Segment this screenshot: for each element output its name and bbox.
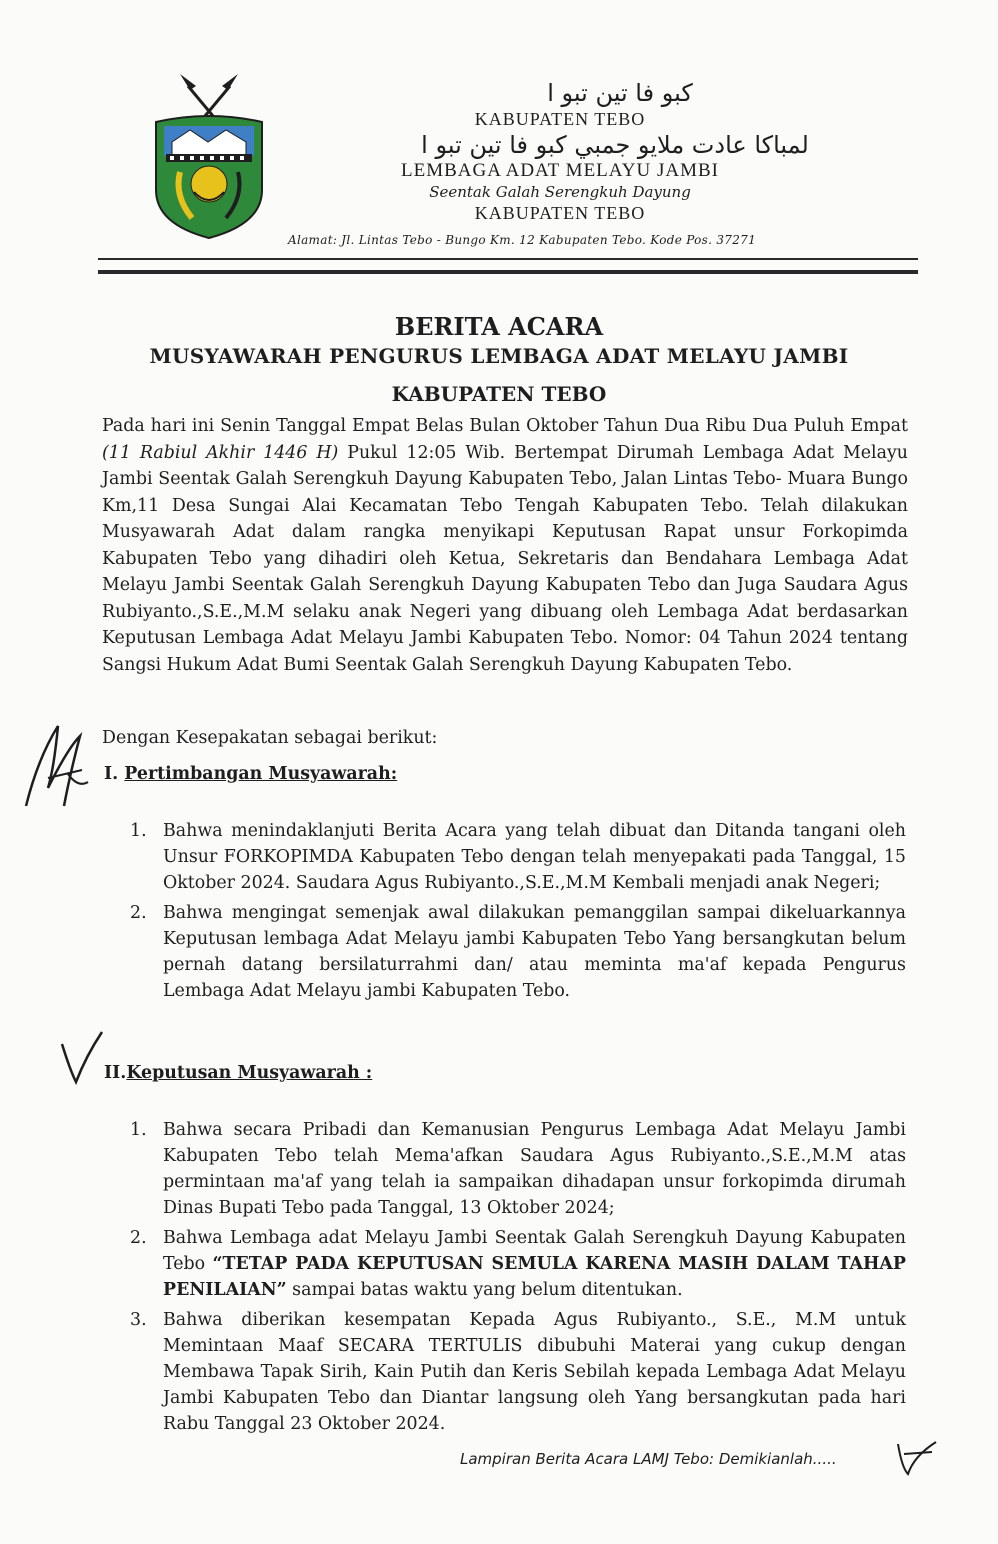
list-item-number: 1.: [130, 821, 147, 841]
handwritten-initial-icon: [18, 718, 98, 813]
arabic-institution-name: لمباكا عادت ملايو جمبي كبو فا تين تبو ا: [421, 131, 809, 159]
section-2-title: Keputusan Musyawarah :: [126, 1063, 373, 1083]
list-item-text-b: sampai batas waktu yang belum ditentukan.: [286, 1280, 683, 1300]
section-2-number: II.: [104, 1063, 127, 1083]
hijri-date: (11 Rabiul Akhir 1446 H): [102, 442, 339, 463]
list-item: [130, 900, 906, 1004]
opening-paragraph: [102, 413, 908, 678]
opening-text-part1: Pada hari ini Senin Tanggal Empat Belas Bulan Oktober Tahun Dua Ribu Dua Puluh Empat: [102, 416, 908, 436]
list-item-text-a: Bahwa Lembaga adat Melayu Jambi Seentak Galah Serengkuh Dayung Kabupaten Tebo: [163, 1228, 906, 1274]
list-item-text: Bahwa menindaklanjuti Berita Acara yang telah dibuat dan Ditanda tangani oleh Unsur FORKOPIMDA Kabupaten Tebo dengan telah menyepakati pada Tanggal, 15 Oktober 2024. Saudara Agus Rubiyanto.,S.E.,M.M Kembali menjadi anak Negeri;: [163, 821, 906, 893]
section-1-title: Pertimbangan Musyawarah:: [124, 764, 398, 784]
list-item-text: Bahwa mengingat semenjak awal dilakukan pemanggilan sampai dikeluarkannya Keputusan lembaga Adat Melayu jambi Kabupaten Tebo Yang bersangkutan belum pernah datang bersilaturrahmi dan/ atau meminta ma'af kepada Pengurus Lembaga Adat Melayu jambi Kabupaten Tebo.: [163, 903, 906, 1001]
document-subtitle: MUSYAWARAH PENGURUS LEMBAGA ADAT MELAYU JAMBI: [149, 344, 849, 368]
list-item: [130, 1307, 906, 1437]
decision-emphasis: “TETAP PADA KEPUTUSAN SEMULA KARENA MASIH DALAM TAHAP PENILAIAN”: [163, 1254, 906, 1300]
regency-name: KABUPATEN TEBO: [474, 109, 646, 129]
institution-motto: Seentak Galah Serengkuh Dayung: [429, 183, 691, 201]
page-footer: Lampiran Berita Acara LAMJ Tebo: Demikianlah.....: [460, 1450, 837, 1468]
list-item: [130, 1225, 906, 1303]
regency-name-secondary: KABUPATEN TEBO: [474, 203, 646, 223]
section-1-heading: [104, 764, 397, 784]
list-item: [130, 818, 906, 896]
document-title: BERITA ACARA: [394, 312, 604, 341]
end-mark-icon: [892, 1438, 938, 1478]
list-item-number: 1.: [130, 1120, 147, 1140]
list-item-number: 2.: [130, 1228, 147, 1248]
list-item: [130, 1117, 906, 1221]
regency-emblem-icon: [150, 72, 268, 242]
opening-text-part2: Pukul 12:05 Wib. Bertempat Dirumah Lembaga Adat Melayu Jambi Seentak Galah Serengkuh Dayung Kabupaten Tebo, Jalan Lintas Tebo- Muara Bungo Km,11 Desa Sungai Alai Kecamatan Tebo Tengah Kabupaten Tebo. Telah dilakukan Musyawarah Adat dalam rangka menyikapi Keputusan Rapat unsur Forkopimda Kabupaten Tebo yang dihadiri oleh Ketua, Sekretaris dan Bendahara Lembaga Adat Melayu Jambi Seentak Galah Serengkuh Dayung Kabupaten Tebo dan Juga Saudara Agus Rubiyanto.,S.E.,M.M selaku anak Negeri yang dibuang oleh Lembaga Adat berdasarkan Keputusan Lembaga Adat Melayu Jambi Kabupaten Tebo. Nomor: 04 Tahun 2024 tentang Sangsi Hukum Adat Bumi Seentak Galah Serengkuh Dayung Kabupaten Tebo.: [102, 442, 908, 675]
letterhead-rule-thick: [98, 270, 918, 274]
document-subtitle-regency: KABUPATEN TEBO: [391, 382, 607, 406]
arabic-regency-name: كبو فا تين تبو ا: [547, 79, 693, 107]
section-1-list: [130, 818, 906, 1008]
letterhead-address: Alamat: Jl. Lintas Tebo - Bungo Km. 12 Kabupaten Tebo. Kode Pos. 37271: [288, 233, 757, 247]
institution-name: LEMBAGA ADAT MELAYU JAMBI: [401, 160, 719, 181]
list-item-number: 3.: [130, 1310, 147, 1330]
letterhead-rule-thin: [98, 258, 918, 260]
letterhead: [300, 78, 820, 224]
section-2-list: [130, 1117, 906, 1441]
agreement-lead: Dengan Kesepakatan sebagai berikut:: [102, 728, 438, 748]
section-2-heading: [104, 1063, 372, 1083]
list-item-text: Bahwa secara Pribadi dan Kemanusian Pengurus Lembaga Adat Melayu Jambi Kabupaten Tebo telah Mema'afkan Saudara Agus Rubiyanto.,S.E.,M.M atas permintaan ma'af yang telah ia sampaikan dihadapan unsur forkopimda dirumah Dinas Bupati Tebo pada Tanggal, 13 Oktober 2024;: [163, 1120, 906, 1218]
checkmark-icon: [58, 1030, 104, 1086]
section-1-number: I.: [104, 764, 119, 784]
list-item-text: Bahwa diberikan kesempatan Kepada Agus Rubiyanto., S.E., M.M untuk Memintaan Maaf SECARA TERTULIS dibubuhi Materai yang cukup dengan Membawa Tapak Sirih, Kain Putih dan Keris Sebilah kepada Lembaga Adat Melayu Jambi Kabupaten Tebo dan Diantar langsung oleh Yang bersangkutan pada hari Rabu Tanggal 23 Oktober 2024.: [163, 1310, 906, 1434]
list-item-number: 2.: [130, 903, 147, 923]
